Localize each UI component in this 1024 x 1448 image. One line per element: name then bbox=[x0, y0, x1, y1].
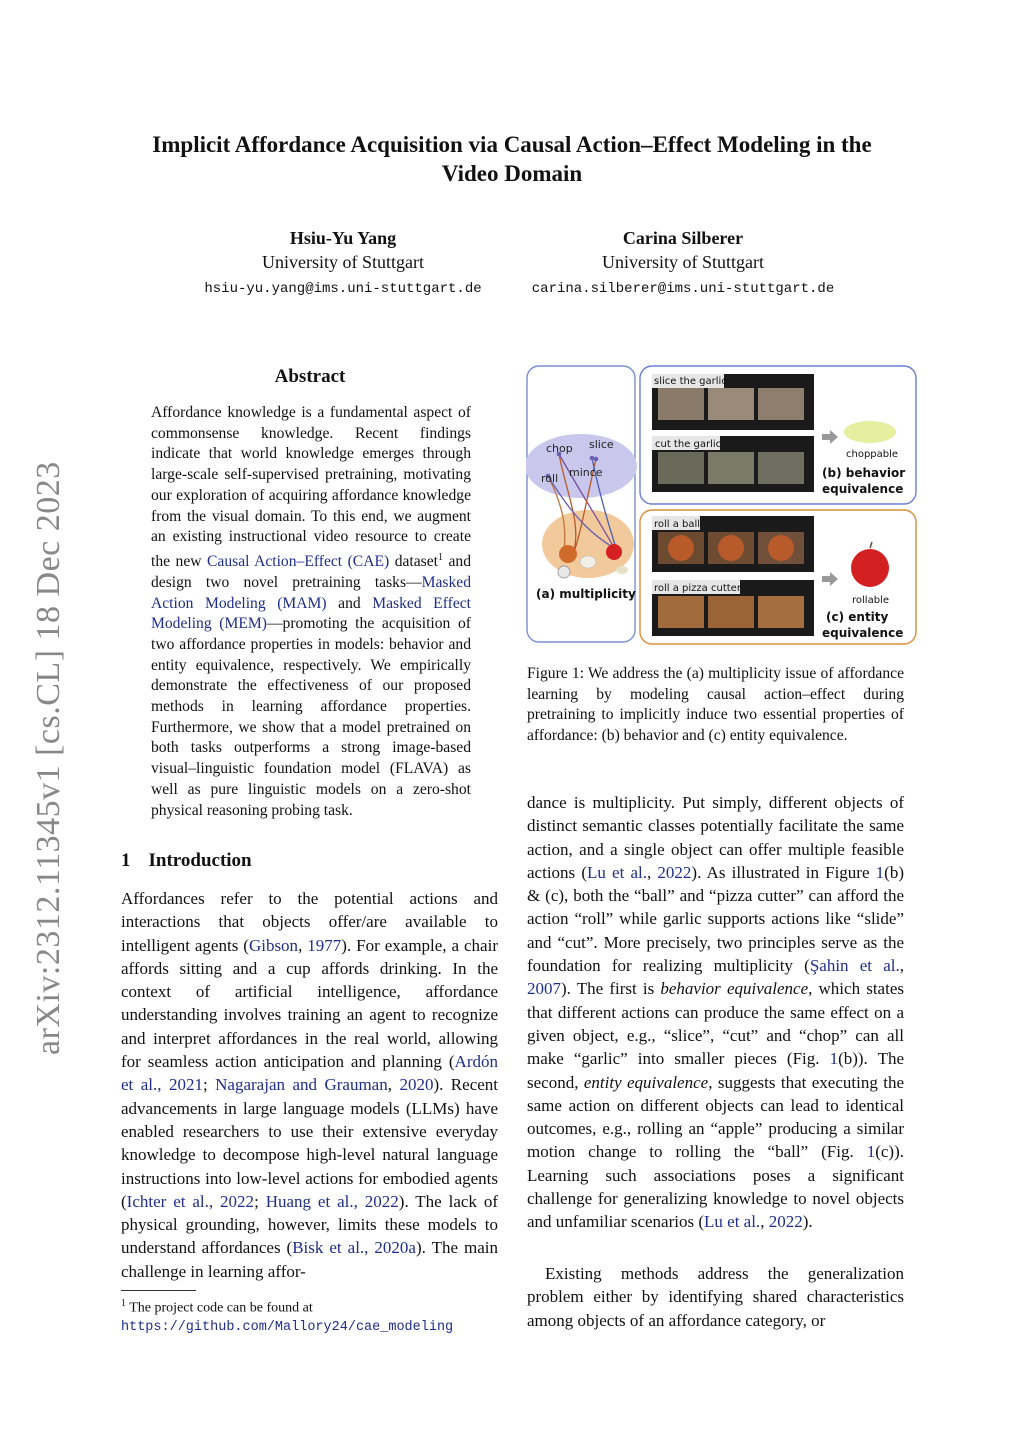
right-paragraph-1 bbox=[527, 791, 904, 1234]
section-number: 1 bbox=[121, 850, 131, 871]
figure-ref-link[interactable]: 1 bbox=[866, 1142, 876, 1162]
panel-b-label-2: equivalence bbox=[822, 482, 904, 496]
author-name: Carina Silberer bbox=[622, 228, 744, 248]
body-text: ). The main challenge in learning affor- bbox=[121, 1238, 498, 1281]
garlic-clove-icon bbox=[616, 566, 628, 574]
body-text: ). For example, a chair affords sitting and a cup affords drinking. In the context of artificial intelligence, affordance understanding involves training an agent to recognize and interpret affordances in the real world, allowing for seamless action anticipation and planning ( bbox=[121, 935, 498, 1072]
intro-paragraph bbox=[121, 887, 498, 1283]
footnote-mark[interactable]: 1 bbox=[438, 551, 443, 563]
verb-node bbox=[590, 456, 595, 461]
arrow-right-icon bbox=[822, 430, 838, 444]
citation-link[interactable]: 2007 bbox=[527, 979, 561, 999]
body-text: , bbox=[387, 1075, 400, 1095]
body-text: , bbox=[646, 862, 658, 882]
citation-link[interactable]: Ichter et al., 2022 bbox=[126, 1191, 255, 1211]
citation-link[interactable]: Huang et al., 2022 bbox=[265, 1191, 399, 1211]
abstract-text: and bbox=[326, 594, 373, 612]
arxiv-stamp: arXiv:2312.11345v1 [cs.CL] 18 Dec 2023 bbox=[30, 461, 67, 1055]
apple-stem bbox=[870, 542, 872, 548]
apple-icon bbox=[606, 544, 622, 560]
citation-link[interactable]: Lu et al. bbox=[704, 1212, 761, 1232]
citation-link[interactable]: Şahin et al. bbox=[809, 956, 900, 976]
strip-label-cutter: roll a pizza cutter bbox=[654, 583, 741, 594]
section-heading-introduction bbox=[121, 850, 252, 872]
footnote bbox=[121, 1295, 501, 1338]
body-text: ). The lack of physical grounding, however, limits these models to understand affordances ( bbox=[121, 1191, 498, 1258]
section-title: Introduction bbox=[148, 850, 252, 871]
paper-title bbox=[110, 130, 914, 188]
figure-1 bbox=[526, 362, 918, 648]
verb-slice: slice bbox=[589, 438, 614, 451]
abstract-heading: Abstract bbox=[274, 366, 346, 387]
citation-link[interactable]: 1977 bbox=[307, 935, 342, 955]
body-text: , which states that different actions can produce the same effect on a given object, e.g., “slice”, “cut” and “chop” can all make “garlic” into smaller pieces (Fig. bbox=[527, 979, 904, 1069]
verb-mince: mince bbox=[569, 466, 603, 479]
abstract-text: Affordance knowledge is a fundamental aspect of commonsense knowledge. Recent findings indicate that world knowledge emerges through large-scale self-supervised pretraining, motivating our exploration of acquiring affordance knowledge from the visual domain. To this end, we augment an existing instructional video resource to create the new bbox=[151, 404, 471, 571]
emphasis-term: behavior equivalence bbox=[660, 979, 809, 999]
abstract-text: and design two novel pretraining tasks— bbox=[151, 553, 472, 591]
cae-link[interactable]: Causal Action–Effect (CAE) bbox=[207, 553, 390, 571]
mem-link[interactable]: Masked Effect Modeling (MEM) bbox=[151, 594, 471, 633]
garlic-icon bbox=[580, 556, 596, 568]
footnote-url[interactable]: https://github.com/Mallory24/cae_modeling bbox=[121, 1320, 454, 1336]
footnote-mark: 1 bbox=[121, 1298, 126, 1309]
effect-choppable: choppable bbox=[846, 449, 899, 460]
panel-a-label: (a) multiplicity bbox=[536, 587, 636, 601]
footnote-rule bbox=[121, 1290, 196, 1291]
verb-chop: chop bbox=[546, 442, 573, 455]
ball-icon bbox=[559, 545, 577, 563]
author-name: Hsiu-Yu Yang bbox=[289, 228, 397, 248]
body-text: , bbox=[899, 956, 905, 976]
body-text: ). The first is bbox=[561, 979, 661, 999]
panel-c-label-2: equivalence bbox=[822, 626, 904, 640]
body-text: , bbox=[298, 935, 308, 955]
verb-node bbox=[594, 457, 599, 462]
panel-c-label-1: (c) entity bbox=[826, 610, 889, 624]
figure-ref-link[interactable]: 1 bbox=[875, 862, 885, 882]
verb-roll: roll bbox=[541, 472, 559, 485]
body-text: , bbox=[760, 1212, 769, 1232]
citation-link[interactable]: 2022 bbox=[768, 1212, 803, 1232]
citation-link[interactable]: 2022 bbox=[657, 862, 692, 882]
body-text: (b) & (c), both the “ball” and “pizza cutter” can afford the action “roll” while garlic supports actions like “slide” and “cut”. More precisely, two principles serve as the foundation for realizing multiplicity ( bbox=[527, 862, 904, 976]
citation-link[interactable]: Ardón et al., 2021 bbox=[121, 1052, 498, 1095]
figure-caption: Figure 1: We address the (a) multiplicity issue of affordance learning by modeling causal action–effect during pretraining to implicitly induce two essential properties of affordance: (b) behavior and (c) entity equivalence. bbox=[527, 665, 904, 745]
abstract-body bbox=[151, 403, 471, 821]
author-affiliation: University of Stuttgart bbox=[262, 252, 424, 272]
figure-ref-link[interactable]: 1 bbox=[829, 1049, 839, 1069]
panel-b-label-1: (b) behavior bbox=[822, 466, 906, 480]
body-text: ). bbox=[802, 1212, 813, 1232]
abstract-text: —promoting the acquisition of two affordance properties in models: behavior and entity equivalence, respectively. We empirically demonstrate the effectiveness of our proposed methods in learning affordance properties. Furthermore, we show that a model pretrained on both tasks outperforms a strong image-based visual–linguistic foundation model (FLAVA) as well as pure linguistic models on a zero-shot physical reasoning probing task. bbox=[151, 615, 471, 819]
author-affiliation: University of Stuttgart bbox=[602, 252, 764, 272]
body-text: ). As illustrated in Figure bbox=[691, 862, 876, 882]
body-text: ; bbox=[254, 1191, 266, 1211]
title-line-2: Video Domain bbox=[441, 161, 583, 186]
chopped-garlic-icon bbox=[844, 421, 896, 443]
title-line-1: Implicit Affordance Acquisition via Causal Action–Effect Modeling in the bbox=[152, 132, 872, 157]
body-text: , suggests that executing the same action on different objects can lead to identical outcomes, e.g., rolling an “apple” producing a similar motion change to rolling the “ball” (Fig. bbox=[527, 1072, 904, 1162]
citation-link[interactable]: Bisk et al., 2020a bbox=[292, 1238, 416, 1258]
strip-label-slice: slice the garlic bbox=[654, 376, 727, 387]
strip-label-ball: roll a ball bbox=[654, 519, 701, 530]
author-email[interactable]: hsiu-yu.yang@ims.uni-stuttgart.de bbox=[204, 281, 482, 297]
citation-link[interactable]: 2020 bbox=[399, 1075, 434, 1095]
abstract-text: dataset bbox=[389, 553, 438, 571]
body-text: (c)). Learning such associations poses a significant challenge for generalizing knowledge to novel objects and unfamiliar scenarios ( bbox=[527, 1142, 904, 1232]
body-text: dance is multiplicity. Put simply, different objects of distinct semantic classes potentially facilitate the same action, and a single object can offer multiple feasible actions ( bbox=[527, 793, 904, 882]
body-text: ; bbox=[202, 1075, 216, 1095]
body-text: (b)). The second, bbox=[527, 1049, 905, 1092]
author-block-1 bbox=[173, 226, 513, 301]
strip-label-cut: cut the garlic bbox=[655, 439, 722, 450]
mam-link[interactable]: Masked Action Modeling (MAM) bbox=[151, 573, 471, 612]
effect-rollable: rollable bbox=[852, 595, 889, 606]
author-block-2 bbox=[513, 226, 853, 301]
pizza-cutter-icon bbox=[558, 566, 570, 578]
emphasis-term: entity equivalence bbox=[583, 1072, 709, 1092]
right-paragraph-2: Existing methods address the generalization problem either by identifying shared characteristics among objects of an affordance category, or bbox=[527, 1264, 904, 1330]
citation-link[interactable]: Nagarajan and Grauman bbox=[215, 1075, 388, 1095]
body-text: Affordances refer to the potential actions and interactions that objects offer/are available to intelligent agents ( bbox=[121, 889, 498, 955]
footnote-text: The project code can be found at bbox=[126, 1300, 313, 1316]
author-email[interactable]: carina.silberer@ims.uni-stuttgart.de bbox=[531, 281, 835, 297]
arrow-right-icon bbox=[822, 572, 838, 586]
apple-icon bbox=[851, 549, 889, 587]
body-text: ). Recent advancements in large language models (LLMs) have enabled researchers to use their extensive everyday knowledge to decompose high-level natural language instructions into low-level actions for embodied agents ( bbox=[121, 1075, 499, 1211]
citation-link[interactable]: Lu et al. bbox=[586, 862, 647, 882]
figure-1-graphic bbox=[526, 362, 918, 648]
citation-link[interactable]: Gibson bbox=[248, 935, 299, 955]
